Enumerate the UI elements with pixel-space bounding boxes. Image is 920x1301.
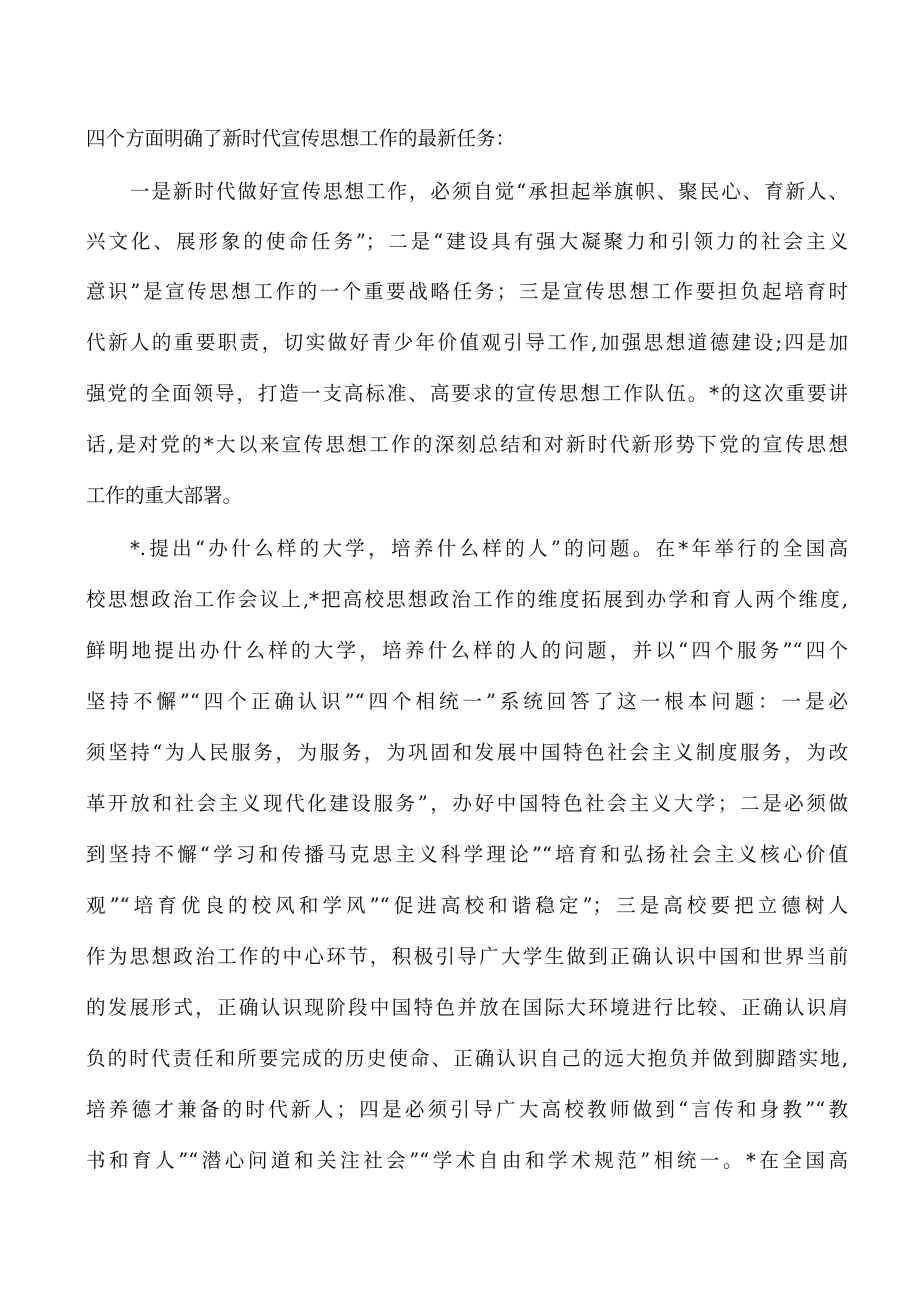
text-line: 作为思想政治工作的中心环节，积极引导广大学生做到正确认识中国和世界当前: [86, 945, 848, 968]
text-line: 意识”是宣传思想工作的一个重要战略任务；三是宣传思想工作要担负起培育时: [86, 280, 848, 303]
text-line: 观”“培育优良的校风和学风”“促进高校和谐稳定”；三是高校要把立德树人: [86, 894, 848, 917]
text-line: 到坚持不懈“学习和传播马克思主义科学理论”“培育和弘扬社会主义核心价值: [86, 843, 848, 866]
text-line: 校思想政治工作会议上,*把高校思想政治工作的维度拓展到办学和育人两个维度,: [86, 588, 848, 611]
text-line: 兴文化、展形象的使命任务”；二是“建设具有强大凝聚力和引领力的社会主义: [86, 230, 848, 253]
text-line: 鲜明地提出办什么样的大学，培养什么样的人的问题，并以“四个服务”“四个: [86, 639, 848, 662]
text-line: 四个方面明确了新时代宣传思想工作的最新任务：: [86, 127, 516, 150]
text-line: 话,是对党的*大以来宣传思想工作的深刻总结和对新时代新形势下党的宣传思想: [86, 433, 848, 456]
text-line: 负的时代责任和所要完成的历史使命、正确认识自己的远大抱负并做到脚踏实地,: [86, 1047, 848, 1070]
text-line: 工作的重大部署。: [86, 484, 243, 507]
paragraph-first-line: *.提出“办什么样的大学，培养什么样的人”的问题。在*年举行的全国高: [130, 537, 848, 560]
text-line: 强党的全面领导，打造一支高标准、高要求的宣传思想工作队伍。*的这次重要讲: [86, 382, 848, 405]
text-line: 的发展形式，正确认识现阶段中国特色并放在国际大环境进行比较、正确认识肩: [86, 996, 848, 1019]
text-line: 革开放和社会主义现代化建设服务”，办好中国特色社会主义大学；二是必须做: [86, 792, 848, 815]
text-line: 坚持不懈”“四个正确认识”“四个相统一”系统回答了这一根本问题：一是必: [86, 690, 848, 713]
text-line: 培养德才兼备的时代新人；四是必须引导广大高校教师做到“言传和身教”“教: [86, 1098, 848, 1121]
text-line: 须坚持“为人民服务，为服务，为巩固和发展中国特色社会主义制度服务，为改: [86, 741, 848, 764]
text-line: 代新人的重要职责，切实做好青少年价值观引导工作,加强思想道德建设;四是加: [86, 331, 848, 354]
paragraph-first-line: 一是新时代做好宣传思想工作，必须自觉“承担起举旗帜、聚民心、育新人、: [130, 180, 848, 203]
text-line: 书和育人”“潜心问道和关注社会”“学术自由和学术规范”相统一。*在全国高: [86, 1149, 848, 1172]
